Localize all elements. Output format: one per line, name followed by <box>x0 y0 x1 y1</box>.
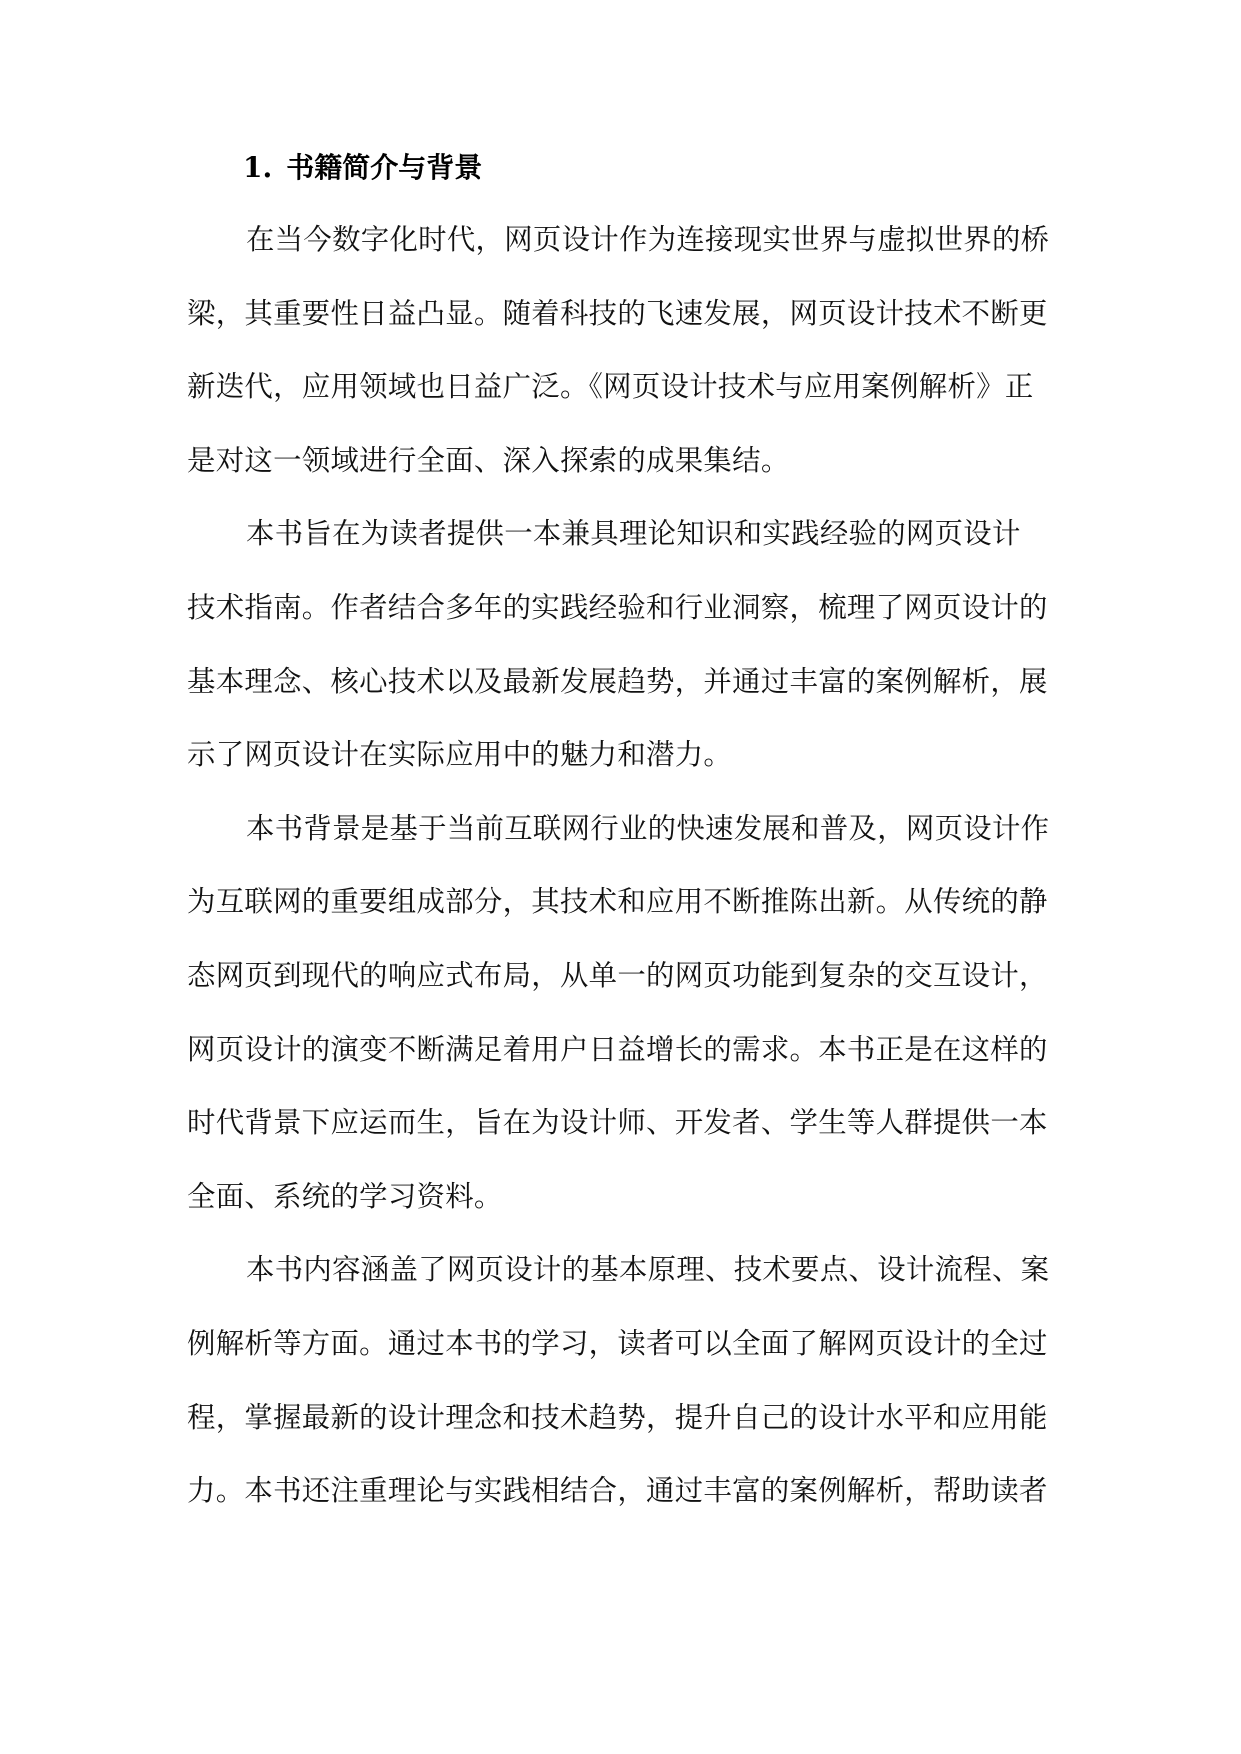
text-line: 力。本书还注重理论与实践相结合，通过丰富的案例解析，帮助读者 <box>187 1474 1048 1508</box>
paragraph-4 <box>187 1250 1057 1544</box>
body-text <box>187 220 1057 1545</box>
text-line: 在当今数字化时代，网页设计作为连接现实世界与虚拟世界的桥 <box>246 223 1050 256</box>
text-line: 态网页到现代的响应式布局，从单一的网页功能到复杂的交互设计， <box>187 958 1048 992</box>
text-line: 新迭代，应用领域也日益广泛。《网页设计技术与应用案例解析》正 <box>187 370 1034 404</box>
text-line: 示了网页设计在实际应用中的魅力和潜力。 <box>187 738 733 772</box>
section-number: 1. <box>243 151 273 184</box>
text-line: 程，掌握最新的设计理念和技术趋势，提升自己的设计水平和应用能 <box>187 1400 1048 1434</box>
text-line: 本书背景是基于当前互联网行业的快速发展和普及，网页设计作 <box>246 811 1050 845</box>
text-line: 时代背景下应运而生，旨在为设计师、开发者、学生等人群提供一本 <box>187 1106 1048 1140</box>
text-line: 本书旨在为读者提供一本兼具理论知识和实践经验的网页设计 <box>246 517 1021 551</box>
text-line: 本书内容涵盖了网页设计的基本原理、技术要点、设计流程、案 <box>246 1253 1050 1287</box>
paragraph-3 <box>187 809 1057 1251</box>
text-line: 基本理念、核心技术以及最新发展趋势，并通过丰富的案例解析，展 <box>187 664 1048 698</box>
paragraph-2 <box>187 514 1057 808</box>
text-line: 梁，其重要性日益凸显。随着科技的飞速发展，网页设计技术不断更 <box>187 296 1048 330</box>
text-line: 例解析等方面。通过本书的学习，读者可以全面了解网页设计的全过 <box>187 1326 1048 1360</box>
section-heading <box>243 148 482 188</box>
section-title: 书籍简介与背景 <box>286 151 483 184</box>
text-line: 为互联网的重要组成部分，其技术和应用不断推陈出新。从传统的静 <box>187 885 1048 919</box>
text-line: 技术指南。作者结合多年的实践经验和行业洞察，梳理了网页设计的 <box>187 590 1048 624</box>
text-line: 网页设计的演变不断满足着用户日益增长的需求。本书正是在这样的 <box>187 1032 1048 1066</box>
text-line: 全面、系统的学习资料。 <box>187 1179 503 1213</box>
text-line: 是对这一领域进行全面、深入探索的成果集结。 <box>187 443 790 477</box>
paragraph-1 <box>187 220 1057 514</box>
